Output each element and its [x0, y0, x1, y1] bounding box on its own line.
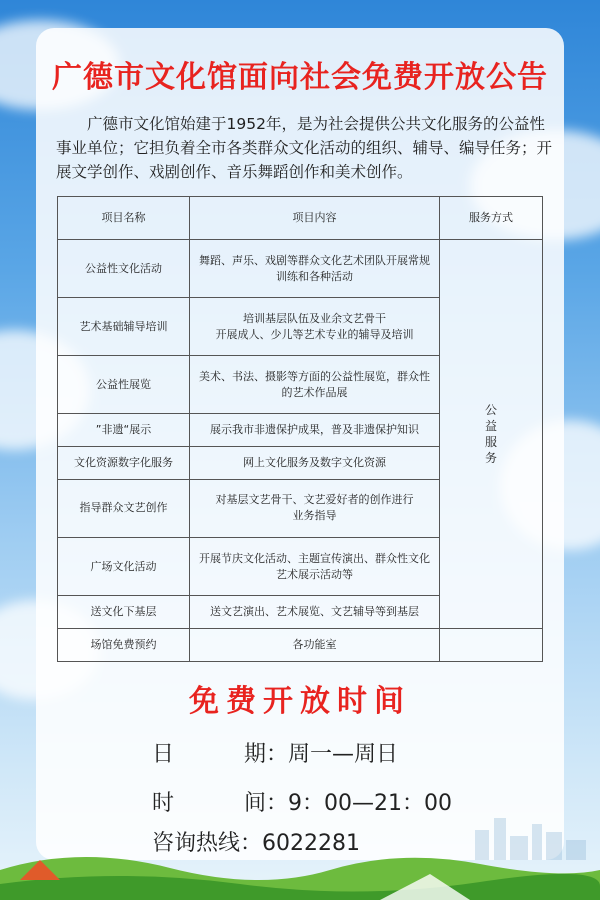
- project-name-cell: 送文化下基层: [58, 596, 190, 629]
- project-content-line: 美术、书法、摄影等方面的公益性展览，群众性: [199, 369, 430, 383]
- service-mode-char: 公: [484, 402, 497, 417]
- project-content-cell: [190, 479, 440, 537]
- project-content-cell: [190, 447, 440, 480]
- project-content-cell: [190, 596, 440, 629]
- project-content-line: 送文艺演出、艺术展览、文艺辅导等到基层: [210, 605, 419, 618]
- header-project-name: 项目名称: [58, 197, 190, 240]
- service-mode-cell: [440, 240, 543, 629]
- project-content-cell: [190, 240, 440, 298]
- project-name-cell: 文化资源数字化服务: [58, 447, 190, 480]
- table-header-row: [58, 197, 543, 240]
- hotline-value: 6022281: [262, 831, 360, 856]
- project-content-line: 舞蹈、声乐、戏剧等群众文化艺术团队开展常规: [199, 253, 430, 267]
- service-mode-char: 服: [484, 434, 497, 449]
- project-content-cell: [190, 538, 440, 596]
- project-content-line: 训练和各种活动: [276, 269, 353, 283]
- service-mode-char: 益: [484, 418, 497, 433]
- project-name-cell: 艺术基础辅导培训: [58, 298, 190, 356]
- project-content-line: 各功能室: [292, 637, 337, 651]
- project-content-line: 的艺术作品展: [281, 385, 348, 399]
- project-content-cell: [190, 298, 440, 356]
- header-project-content: 项目内容: [190, 197, 440, 240]
- project-content-line: 培训基层队伍及业余文艺骨干: [243, 311, 386, 325]
- time-line: [152, 786, 452, 817]
- project-content-line: 开展成人、少儿等艺术专业的辅导及培训: [215, 327, 414, 341]
- project-name-cell: 指导群众文艺创作: [58, 479, 190, 537]
- grass-ground-illustration: [0, 840, 600, 900]
- time-value: ：9：00—21：00: [266, 791, 452, 816]
- project-content-line: 展示我市非遗保护成果，普及非遗保护知识: [210, 423, 419, 437]
- project-name-cell: ”非遗“展示: [58, 414, 190, 447]
- project-name-cell: 公益性文化活动: [58, 240, 190, 298]
- time-label: 时 间: [152, 791, 266, 816]
- intro-paragraph: 广德市文化馆始建于1952年，是为社会提供公共文化服务的公益性事业单位；它担负着全市各类群众文化活动的组织、辅导、编导任务；开展文学创作、戏剧创作、音乐舞蹈创作和美术创作。: [56, 115, 553, 181]
- project-content-cell: [190, 628, 440, 661]
- open-hours-title: 免费开放时间: [189, 684, 411, 719]
- project-name-cell: 场馆免费预约: [58, 628, 190, 661]
- hotline-label: 咨询热线：: [152, 831, 263, 856]
- project-content-line: 艺术展示活动等: [276, 567, 353, 581]
- project-content-cell: [190, 356, 440, 414]
- project-content-line: 对基层文艺骨干、文艺爱好者的创作进行: [215, 493, 414, 507]
- date-line: [152, 737, 398, 768]
- page-title: 广德市文化馆面向社会免费开放公告: [52, 60, 548, 95]
- services-table: [57, 196, 543, 662]
- project-content-line: 开展节庆文化活动、主题宣传演出、群众性文化: [199, 551, 430, 565]
- project-content-line: 网上文化服务及数字文化资源: [243, 456, 386, 469]
- table-row: [58, 628, 543, 661]
- date-value: ：周一—周日: [266, 742, 399, 767]
- project-name-cell: 公益性展览: [58, 356, 190, 414]
- table-row: [58, 240, 543, 298]
- project-content-cell: [190, 414, 440, 447]
- project-content-line: 业务指导: [292, 509, 337, 523]
- service-mode-char: 务: [484, 450, 497, 465]
- project-name-cell: 广场文化活动: [58, 538, 190, 596]
- empty-mode-cell: [440, 628, 543, 661]
- date-label: 日 期: [152, 742, 266, 767]
- header-service-mode: 服务方式: [440, 197, 543, 240]
